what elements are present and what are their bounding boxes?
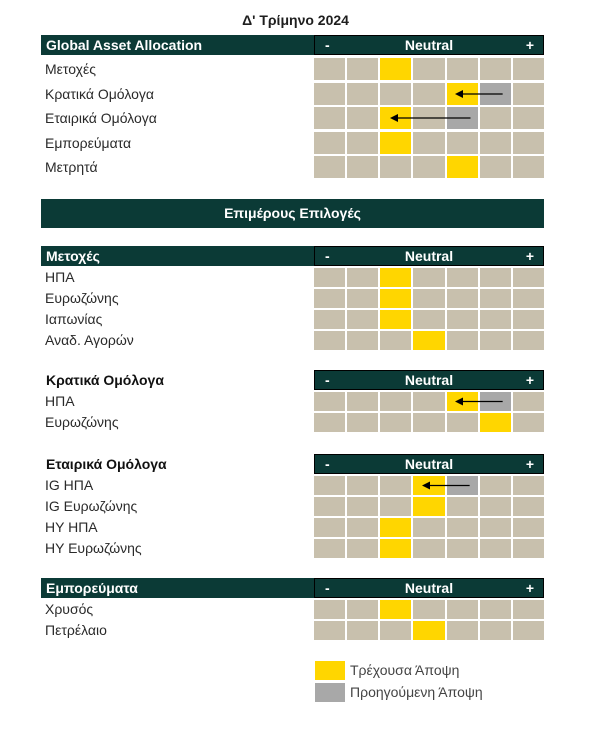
equities-header: Μετοχές (41, 246, 544, 266)
scale-cell (380, 413, 413, 432)
scale-cell (480, 310, 513, 329)
row-label: Ευρωζώνης (45, 414, 119, 430)
view-scale-row (314, 268, 544, 287)
scale-cell (513, 107, 544, 129)
row-label: Μετρητά (45, 159, 98, 175)
current-view-cell (380, 600, 413, 619)
scale-cell (347, 621, 380, 640)
view-scale-row (314, 539, 544, 558)
scale-cell (347, 289, 380, 308)
global-allocation-header: Global Asset Allocation (41, 35, 544, 55)
scale-minus: - (325, 372, 330, 388)
scale-cell (513, 310, 544, 329)
current-view-cell (413, 476, 446, 495)
scale-cell (447, 413, 480, 432)
scale-cell (380, 497, 413, 516)
view-scale-row (314, 58, 544, 80)
scale-cell (314, 518, 347, 537)
scale-minus: - (325, 37, 330, 53)
scale-cell (480, 268, 513, 287)
scale-cell (480, 476, 513, 495)
scale-cell (413, 107, 446, 129)
scale-cell (347, 58, 380, 80)
row-label: Εταιρικά Ομόλογα (45, 110, 157, 126)
row-label: Ιαπωνίας (45, 311, 103, 327)
scale-cell (513, 476, 544, 495)
current-view-cell (380, 310, 413, 329)
scale-cell (513, 539, 544, 558)
scale-cell (380, 331, 413, 350)
current-view-cell (380, 132, 413, 154)
scale-cell (413, 392, 446, 411)
view-scale-row (314, 476, 544, 495)
scale-cell (513, 392, 544, 411)
commodities-header: Εμπορεύματα (41, 578, 544, 598)
scale-cell (413, 268, 446, 287)
view-scale-row (314, 600, 544, 619)
scale-cell (380, 83, 413, 105)
scale-cell (314, 268, 347, 287)
scale-cell (513, 58, 544, 80)
scale-cell (413, 132, 446, 154)
scale-cell (480, 289, 513, 308)
scale-plus: + (525, 372, 534, 388)
scale-cell (447, 539, 480, 558)
scale-cell (314, 539, 347, 558)
scale-minus: - (325, 580, 330, 596)
scale-cell (380, 621, 413, 640)
scale-cell (513, 600, 544, 619)
scale-cell (513, 132, 544, 154)
row-label: Χρυσός (45, 601, 94, 617)
view-scale-row (314, 497, 544, 516)
scale-cell (347, 83, 380, 105)
scale-cell (380, 156, 413, 178)
scale-cell (347, 107, 380, 129)
scale-cell (380, 476, 413, 495)
scale-cell (513, 289, 544, 308)
corp-bonds-scale-header (314, 454, 544, 474)
scale-cell (480, 621, 513, 640)
legend-previous-label: Προηγούμενη Άποψη (350, 684, 483, 700)
row-label: ΗΠΑ (45, 269, 75, 285)
scale-cell (447, 132, 480, 154)
scale-cell (347, 413, 380, 432)
current-view-cell (380, 289, 413, 308)
scale-plus: + (525, 580, 534, 596)
scale-cell (480, 497, 513, 516)
row-label: Αναδ. Αγορών (45, 332, 134, 348)
row-label: HY Ευρωζώνης (45, 540, 142, 556)
view-scale-row (314, 621, 544, 640)
scale-cell (314, 289, 347, 308)
scale-cell (447, 310, 480, 329)
view-scale-row (314, 518, 544, 537)
legend-current-label: Τρέχουσα Άποψη (350, 662, 460, 678)
scale-cell (314, 497, 347, 516)
row-label: Εμπορεύματα (45, 135, 132, 151)
scale-cell (513, 331, 544, 350)
view-scale-row (314, 156, 544, 178)
scale-neutral: Neutral (404, 372, 454, 388)
scale-cell (347, 310, 380, 329)
scale-neutral: Neutral (404, 248, 454, 264)
corp-bonds-header: Εταιρικά Ομόλογα (46, 456, 167, 472)
row-label: Ευρωζώνης (45, 290, 119, 306)
scale-cell (480, 331, 513, 350)
scale-cell (480, 107, 513, 129)
view-scale-row (314, 289, 544, 308)
scale-cell (413, 518, 446, 537)
scale-cell (347, 392, 380, 411)
scale-cell (480, 539, 513, 558)
current-view-cell (447, 83, 480, 105)
scale-cell (447, 621, 480, 640)
scale-cell (513, 413, 544, 432)
current-view-cell (447, 392, 480, 411)
scale-cell (314, 58, 347, 80)
equities-scale-header (314, 246, 544, 266)
scale-cell (314, 621, 347, 640)
scale-cell (413, 58, 446, 80)
previous-view-cell (480, 392, 513, 411)
scale-cell (447, 600, 480, 619)
scale-neutral: Neutral (404, 37, 454, 53)
page-title: Δ' Τρίμηνο 2024 (242, 12, 349, 28)
scale-plus: + (525, 37, 534, 53)
scale-plus: + (525, 248, 534, 264)
current-view-cell (413, 331, 446, 350)
scale-cell (347, 331, 380, 350)
scale-cell (513, 156, 544, 178)
scale-cell (480, 132, 513, 154)
previous-view-cell (447, 476, 480, 495)
scale-cell (413, 83, 446, 105)
scale-cell (347, 518, 380, 537)
sub-selections-banner: Επιμέρους Επιλογές (41, 199, 544, 228)
current-view-cell (380, 58, 413, 80)
current-view-cell (380, 107, 413, 129)
scale-cell (447, 518, 480, 537)
scale-cell (314, 413, 347, 432)
current-view-cell (380, 268, 413, 287)
current-view-cell (380, 539, 413, 558)
row-label: Κρατικά Ομόλογα (45, 86, 154, 102)
scale-cell (447, 331, 480, 350)
scale-cell (347, 156, 380, 178)
view-scale-row (314, 132, 544, 154)
scale-plus: + (525, 456, 534, 472)
current-view-cell (413, 497, 446, 516)
scale-cell (447, 58, 480, 80)
scale-cell (314, 600, 347, 619)
view-scale-row (314, 107, 544, 129)
scale-cell (513, 83, 544, 105)
scale-cell (347, 539, 380, 558)
view-scale-row (314, 83, 544, 105)
scale-cell (413, 156, 446, 178)
scale-cell (513, 621, 544, 640)
scale-cell (447, 289, 480, 308)
view-scale-row (314, 392, 544, 411)
view-scale-row (314, 413, 544, 432)
scale-cell (480, 156, 513, 178)
scale-cell (513, 497, 544, 516)
commodities-scale-header (314, 578, 544, 598)
scale-cell (447, 497, 480, 516)
scale-cell (413, 413, 446, 432)
scale-cell (447, 268, 480, 287)
scale-cell (513, 518, 544, 537)
scale-cell (480, 58, 513, 80)
legend-current-swatch (315, 661, 345, 680)
scale-cell (314, 156, 347, 178)
scale-cell (314, 310, 347, 329)
scale-cell (314, 331, 347, 350)
scale-minus: - (325, 456, 330, 472)
row-label: ΗΠΑ (45, 393, 75, 409)
previous-view-cell (480, 83, 513, 105)
scale-cell (314, 83, 347, 105)
row-label: Μετοχές (45, 61, 96, 77)
row-label: IG Ευρωζώνης (45, 498, 138, 514)
scale-cell (380, 392, 413, 411)
scale-cell (314, 132, 347, 154)
scale-cell (480, 600, 513, 619)
scale-minus: - (325, 248, 330, 264)
scale-cell (347, 132, 380, 154)
scale-cell (513, 268, 544, 287)
global-scale-header (314, 35, 544, 55)
gov-bonds-scale-header (314, 370, 544, 390)
view-scale-row (314, 310, 544, 329)
scale-cell (347, 497, 380, 516)
legend-previous-swatch (315, 683, 345, 702)
scale-cell (480, 518, 513, 537)
current-view-cell (380, 518, 413, 537)
row-label: IG ΗΠΑ (45, 477, 94, 493)
scale-cell (314, 392, 347, 411)
previous-view-cell (447, 107, 480, 129)
scale-cell (314, 107, 347, 129)
scale-cell (413, 310, 446, 329)
scale-cell (413, 600, 446, 619)
scale-cell (413, 289, 446, 308)
current-view-cell (480, 413, 513, 432)
scale-neutral: Neutral (404, 456, 454, 472)
scale-cell (347, 476, 380, 495)
row-label: HY ΗΠΑ (45, 519, 98, 535)
current-view-cell (413, 621, 446, 640)
view-scale-row (314, 331, 544, 350)
current-view-cell (447, 156, 480, 178)
scale-cell (314, 476, 347, 495)
scale-cell (413, 539, 446, 558)
gov-bonds-header: Κρατικά Ομόλογα (46, 372, 164, 388)
row-label: Πετρέλαιο (45, 622, 107, 638)
scale-neutral: Neutral (404, 580, 454, 596)
scale-cell (347, 268, 380, 287)
scale-cell (347, 600, 380, 619)
